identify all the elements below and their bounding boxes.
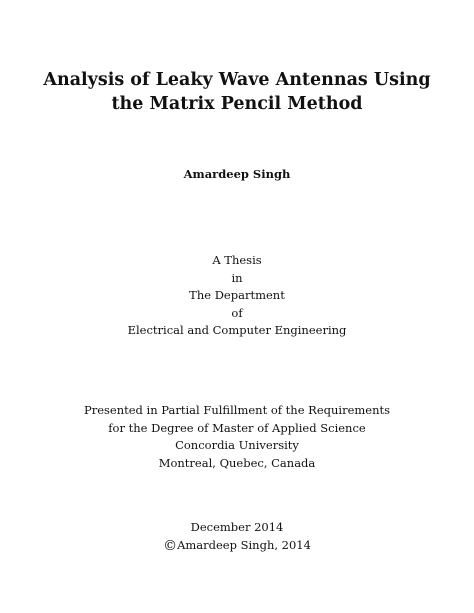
title-line-2: the Matrix Pencil Method (111, 94, 363, 114)
thesis-title (0, 68, 474, 116)
university-location: Montreal, Quebec, Canada (158, 455, 316, 470)
thesis-line-2: in (231, 270, 243, 285)
copyright-line (0, 537, 474, 556)
submission-date: December 2014 (190, 520, 284, 534)
thesis-line-3: The Department (189, 288, 285, 302)
thesis-line-1: A Thesis (212, 253, 262, 267)
thesis-department-block (0, 252, 474, 340)
date-copyright-block (0, 519, 474, 555)
thesis-line-4: of (231, 305, 243, 320)
title-line-1: Analysis of Leaky Wave Antennas Using (43, 70, 431, 90)
copyright-icon: © (163, 537, 178, 554)
degree-statement-block (0, 402, 474, 472)
degree-line-1: Presented in Partial Fulfillment of the Requirements (83, 403, 391, 417)
copyright-text: Amardeep Singh, 2014 (177, 537, 311, 552)
degree-line-2: for the Degree of Master of Applied Science (108, 420, 366, 435)
author-name: Amardeep Singh (183, 167, 291, 181)
university-name: Concordia University (175, 438, 299, 452)
thesis-line-5: Electrical and Computer Engineering (127, 323, 347, 337)
